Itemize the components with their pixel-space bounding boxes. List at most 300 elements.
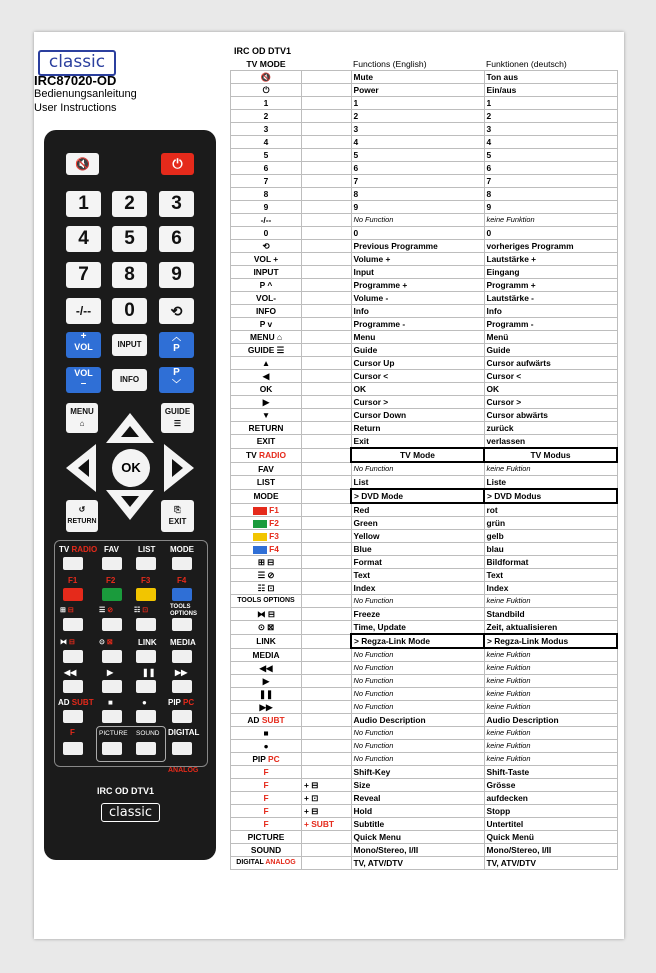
row-key-cell: ⏻ xyxy=(231,84,302,97)
table-row xyxy=(231,831,618,844)
remote-model-label: IRC OD DTV1 xyxy=(97,786,155,796)
row-english-cell: > Regza-Link Mode xyxy=(351,634,484,648)
stop-button[interactable] xyxy=(102,710,122,723)
row-shift-cell xyxy=(302,279,352,292)
row-german-cell: Cursor > xyxy=(484,396,617,409)
text-icon: ☰ ⊘ xyxy=(99,607,114,614)
row-german-cell: 0 xyxy=(484,227,617,240)
row-english-cell: Format xyxy=(351,556,484,569)
row-english-cell: 3 xyxy=(351,123,484,136)
row-german-cell: 5 xyxy=(484,149,617,162)
row-english-cell: 4 xyxy=(351,136,484,149)
yellow-f3-button[interactable] xyxy=(136,588,156,601)
row-key-cell: AD SUBT xyxy=(231,714,302,727)
table-row xyxy=(231,688,618,701)
row-german-cell: Untertitel xyxy=(484,818,617,831)
row-key-cell: INPUT xyxy=(231,266,302,279)
row-key-cell: ▶ xyxy=(231,675,302,688)
record-button[interactable] xyxy=(136,710,156,723)
row-german-cell: > DVD Modus xyxy=(484,489,617,503)
row-german-cell: Ein/aus xyxy=(484,84,617,97)
row-english-cell: No Function xyxy=(351,688,484,701)
row-key-cell: OK xyxy=(231,383,302,396)
row-english-cell: Blue xyxy=(351,543,484,556)
row-english-cell: 7 xyxy=(351,175,484,188)
table-row xyxy=(231,766,618,779)
function-table xyxy=(230,58,618,870)
cursor-down-arrow-icon xyxy=(121,496,139,507)
row-german-cell: aufdecken xyxy=(484,792,617,805)
row-shift-cell xyxy=(302,701,352,714)
row-english-cell: Subtitle xyxy=(351,818,484,831)
row-german-cell: Programm - xyxy=(484,318,617,331)
row-german-cell: Grösse xyxy=(484,779,617,792)
fast-forward-icon: ▶▶ xyxy=(175,668,188,677)
row-shift-cell xyxy=(302,292,352,305)
row-key-cell: ▶▶ xyxy=(231,701,302,714)
picture-button[interactable] xyxy=(102,742,122,755)
row-english-cell: No Function xyxy=(351,740,484,753)
previous-programme-button[interactable]: ⟲ xyxy=(159,298,194,324)
row-key-cell: ◀ xyxy=(231,370,302,383)
row-key-cell: MENU ⌂ xyxy=(231,331,302,344)
row-key-cell: PIP PC xyxy=(231,753,302,766)
format-button[interactable] xyxy=(63,618,83,631)
tools-options-button[interactable] xyxy=(172,618,192,631)
row-german-cell: Text xyxy=(484,569,617,582)
row-german-cell: Lautstärke - xyxy=(484,292,617,305)
row-german-cell: 7 xyxy=(484,175,617,188)
row-english-cell: Quick Menu xyxy=(351,831,484,844)
row-key-cell: FAV xyxy=(231,462,302,476)
row-german-cell: Index xyxy=(484,582,617,595)
table-row xyxy=(231,253,618,266)
row-shift-cell xyxy=(302,110,352,123)
row-key-cell: P ^ xyxy=(231,279,302,292)
row-key-cell: ⟲ xyxy=(231,240,302,253)
color-swatch-icon xyxy=(253,546,267,554)
pause-icon: ❚❚ xyxy=(142,668,156,677)
guide-button[interactable] xyxy=(161,403,194,433)
row-shift-cell xyxy=(302,648,352,662)
volume-down-label: VOL xyxy=(74,368,93,378)
cursor-right-arrow-icon xyxy=(172,459,183,477)
row-key-cell: 1 xyxy=(231,97,302,110)
table-row xyxy=(231,201,618,214)
volume-down-button[interactable]: VOL – xyxy=(66,367,101,393)
row-key-cell: ⊞ ⊟ xyxy=(231,556,302,569)
table-row xyxy=(231,162,618,175)
row-english-cell: Hold xyxy=(351,805,484,818)
table-row xyxy=(231,110,618,123)
row-shift-cell xyxy=(302,188,352,201)
row-english-cell: Audio Description xyxy=(351,714,484,727)
link-label: LINK xyxy=(138,638,157,647)
row-german-cell: Lautstärke + xyxy=(484,253,617,266)
play-button[interactable] xyxy=(102,680,122,693)
row-german-cell: keine Fuktion xyxy=(484,662,617,675)
return-button[interactable] xyxy=(66,500,98,532)
row-key-cell: 9 xyxy=(231,201,302,214)
row-german-cell: Stopp xyxy=(484,805,617,818)
table-row xyxy=(231,701,618,714)
row-german-cell: vorheriges Programm xyxy=(484,240,617,253)
row-german-cell: TV Modus xyxy=(484,448,617,462)
row-key-cell: MODE xyxy=(231,489,302,503)
row-shift-cell xyxy=(302,266,352,279)
row-english-cell: Red xyxy=(351,503,484,517)
row-shift-cell xyxy=(302,595,352,608)
row-key-cell: F xyxy=(231,818,302,831)
dash-button[interactable]: -/-- xyxy=(66,298,101,324)
pause-button[interactable] xyxy=(136,680,156,693)
digital-label: DIGITAL xyxy=(168,728,200,737)
row-english-cell: Index xyxy=(351,582,484,595)
row-english-cell: 2 xyxy=(351,110,484,123)
table-row xyxy=(231,595,618,608)
row-key-cell: ☰ ⊘ xyxy=(231,569,302,582)
row-german-cell: blau xyxy=(484,543,617,556)
row-shift-cell xyxy=(302,662,352,675)
row-shift-cell xyxy=(302,214,352,227)
row-shift-cell xyxy=(302,331,352,344)
time-update-icon: ⊙ ⊠ xyxy=(99,639,113,646)
fav-label: FAV xyxy=(104,545,119,554)
shift-header xyxy=(302,58,352,71)
row-shift-cell xyxy=(302,227,352,240)
row-shift-cell xyxy=(302,123,352,136)
power-button[interactable]: ⏻ xyxy=(161,153,194,175)
table-row xyxy=(231,149,618,162)
cursor-up-arrow-icon xyxy=(121,426,139,437)
tv-radio-label: TV RADIO xyxy=(59,545,98,554)
table-row xyxy=(231,383,618,396)
index-icon: ☷ ⊡ xyxy=(134,607,149,614)
row-german-cell: keine Fuktion xyxy=(484,740,617,753)
row-shift-cell xyxy=(302,136,352,149)
row-german-cell: Cursor abwärts xyxy=(484,409,617,422)
ok-button[interactable]: OK xyxy=(112,449,150,487)
pip-pc-label: PIP PC xyxy=(168,698,195,707)
table-row xyxy=(231,422,618,435)
table-row xyxy=(231,344,618,357)
table-row xyxy=(231,370,618,383)
row-english-cell: Freeze xyxy=(351,608,484,621)
row-shift-cell xyxy=(302,201,352,214)
row-german-cell: 4 xyxy=(484,136,617,149)
row-english-cell: Programme + xyxy=(351,279,484,292)
row-shift-cell xyxy=(302,383,352,396)
row-english-cell: Info xyxy=(351,305,484,318)
row-english-cell: Menu xyxy=(351,331,484,344)
row-key-cell: F xyxy=(231,779,302,792)
row-key-cell: ■ xyxy=(231,727,302,740)
programme-up-button[interactable]: ︿ P xyxy=(159,332,194,358)
table-title: IRC OD DTV1 xyxy=(234,46,292,56)
table-row xyxy=(231,71,618,84)
row-english-cell: Time, Update xyxy=(351,621,484,635)
digit-2-button[interactable]: 2 xyxy=(112,191,147,217)
table-row xyxy=(231,227,618,240)
volume-up-label: VOL xyxy=(74,342,93,352)
row-german-cell: keine Funktion xyxy=(484,214,617,227)
table-row xyxy=(231,740,618,753)
row-german-cell: Mono/Stereo, I/II xyxy=(484,844,617,857)
row-german-cell: keine Fuktion xyxy=(484,595,617,608)
table-row xyxy=(231,214,618,227)
table-row xyxy=(231,662,618,675)
row-key-cell: P v xyxy=(231,318,302,331)
media-button[interactable] xyxy=(172,650,192,663)
row-german-cell: 9 xyxy=(484,201,617,214)
row-german-cell: keine Fuktion xyxy=(484,688,617,701)
table-row xyxy=(231,188,618,201)
table-row xyxy=(231,648,618,662)
row-german-cell: 3 xyxy=(484,123,617,136)
table-row xyxy=(231,727,618,740)
digit-9-button[interactable]: 9 xyxy=(159,262,194,288)
table-row xyxy=(231,621,618,635)
row-english-cell: Yellow xyxy=(351,530,484,543)
row-german-cell: 6 xyxy=(484,162,617,175)
row-shift-cell xyxy=(302,714,352,727)
table-row xyxy=(231,489,618,503)
row-shift-cell xyxy=(302,727,352,740)
f4-label: F4 xyxy=(177,576,187,585)
fav-button[interactable] xyxy=(102,557,122,570)
table-row xyxy=(231,266,618,279)
row-key-cell: ☷ ⊡ xyxy=(231,582,302,595)
row-english-cell: Guide xyxy=(351,344,484,357)
row-english-cell: Text xyxy=(351,569,484,582)
row-english-cell: No Function xyxy=(351,214,484,227)
picture-label: PICTURE xyxy=(99,730,128,737)
row-shift-cell: + ⊡ xyxy=(302,792,352,805)
row-english-cell: Mute xyxy=(351,71,484,84)
green-f2-button[interactable] xyxy=(102,588,122,601)
row-shift-cell xyxy=(302,517,352,530)
pip-pc-button[interactable] xyxy=(172,710,192,723)
table-row xyxy=(231,675,618,688)
row-english-cell: Size xyxy=(351,779,484,792)
row-key-cell: TOOLS OPTIONS xyxy=(231,595,302,608)
row-key-cell: INFO xyxy=(231,305,302,318)
sound-label: SOUND xyxy=(136,730,160,737)
row-key-cell: -/-- xyxy=(231,214,302,227)
analog-label: ANALOG xyxy=(168,767,199,774)
row-english-cell: Cursor > xyxy=(351,396,484,409)
info-button[interactable]: INFO xyxy=(112,369,147,391)
digit-6-button[interactable]: 6 xyxy=(159,226,194,252)
row-german-cell: Bildformat xyxy=(484,556,617,569)
tv-mode-header: TV MODE xyxy=(246,59,286,69)
row-shift-cell xyxy=(302,97,352,110)
programme-up-label: P xyxy=(173,343,180,354)
row-shift-cell xyxy=(302,831,352,844)
programme-down-button[interactable]: P ﹀ xyxy=(159,367,194,393)
table-row xyxy=(231,136,618,149)
digit-3-button[interactable]: 3 xyxy=(159,191,194,217)
table-row xyxy=(231,476,618,490)
row-german-cell: Cursor aufwärts xyxy=(484,357,617,370)
row-shift-cell xyxy=(302,149,352,162)
row-shift-cell xyxy=(302,409,352,422)
menu-button[interactable] xyxy=(66,403,98,433)
table-row xyxy=(231,357,618,370)
table-row xyxy=(231,517,618,530)
digital-analog-button[interactable] xyxy=(172,742,192,755)
row-shift-cell xyxy=(302,844,352,857)
row-shift-cell xyxy=(302,240,352,253)
row-german-cell: Eingang xyxy=(484,266,617,279)
row-german-cell: Programm + xyxy=(484,279,617,292)
row-english-cell: Power xyxy=(351,84,484,97)
table-row xyxy=(231,305,618,318)
table-row xyxy=(231,556,618,569)
return-icon: ↺ xyxy=(78,505,86,514)
row-english-cell: Cursor < xyxy=(351,370,484,383)
row-shift-cell xyxy=(302,556,352,569)
row-english-cell: No Function xyxy=(351,675,484,688)
row-key-cell: ▲ xyxy=(231,357,302,370)
row-key-cell: F xyxy=(231,766,302,779)
digit-8-button[interactable]: 8 xyxy=(112,262,147,288)
menu-label: MENU xyxy=(70,407,94,416)
blue-f4-button[interactable] xyxy=(172,588,192,601)
row-shift-cell xyxy=(302,84,352,97)
table-row xyxy=(231,462,618,476)
row-english-cell: Cursor Up xyxy=(351,357,484,370)
list-button[interactable] xyxy=(136,557,156,570)
mute-button[interactable]: 🔇 xyxy=(66,153,99,175)
record-icon: ● xyxy=(142,698,147,707)
table-row xyxy=(231,543,618,556)
time-update-button[interactable] xyxy=(102,650,122,663)
table-row xyxy=(231,448,618,462)
table-row xyxy=(231,123,618,136)
row-key-cell: 2 xyxy=(231,110,302,123)
digit-5-button[interactable]: 5 xyxy=(112,226,147,252)
link-button[interactable] xyxy=(136,650,156,663)
row-shift-cell xyxy=(302,530,352,543)
format-icon: ⊞ ⊟ xyxy=(60,607,74,614)
sound-button[interactable] xyxy=(136,742,156,755)
guide-icon: ☰ xyxy=(173,419,182,428)
row-key-cell: 3 xyxy=(231,123,302,136)
index-button[interactable] xyxy=(136,618,156,631)
table-row xyxy=(231,608,618,621)
tv-radio-button[interactable] xyxy=(63,557,83,570)
row-key-cell: GUIDE ☰ xyxy=(231,344,302,357)
guide-label: GUIDE xyxy=(164,407,191,416)
table-row xyxy=(231,396,618,409)
row-shift-cell xyxy=(302,766,352,779)
row-english-cell: Return xyxy=(351,422,484,435)
row-english-cell: 0 xyxy=(351,227,484,240)
row-key-cell: LIST xyxy=(231,476,302,490)
row-english-cell: Volume + xyxy=(351,253,484,266)
remote-control xyxy=(44,130,216,860)
row-key-cell: ⊙ ⊠ xyxy=(231,621,302,635)
rewind-button[interactable] xyxy=(63,680,83,693)
row-english-cell: No Function xyxy=(351,462,484,476)
exit-button[interactable] xyxy=(161,500,194,532)
subtitle-en: User Instructions xyxy=(34,102,117,114)
table-row xyxy=(231,409,618,422)
row-german-cell: rot xyxy=(484,503,617,517)
row-german-cell: Menü xyxy=(484,331,617,344)
row-german-cell: TV, ATV/DTV xyxy=(484,857,617,870)
row-shift-cell xyxy=(302,489,352,503)
table-row xyxy=(231,175,618,188)
row-shift-cell xyxy=(302,462,352,476)
row-key-cell: ◀◀ xyxy=(231,662,302,675)
row-german-cell: Quick Menü xyxy=(484,831,617,844)
table-row xyxy=(231,97,618,110)
row-english-cell: Programme - xyxy=(351,318,484,331)
text-button[interactable] xyxy=(102,618,122,631)
input-button[interactable]: INPUT xyxy=(112,334,147,356)
mode-button[interactable] xyxy=(172,557,192,570)
digit-4-button[interactable]: 4 xyxy=(66,226,101,252)
f3-label: F3 xyxy=(141,576,151,585)
exit-label: EXIT xyxy=(168,517,187,526)
table-row xyxy=(231,318,618,331)
row-shift-cell xyxy=(302,569,352,582)
row-shift-cell: + ⊟ xyxy=(302,779,352,792)
row-german-cell: Cursor < xyxy=(484,370,617,383)
row-key-cell: DIGITAL ANALOG xyxy=(231,857,302,870)
digit-1-button[interactable]: 1 xyxy=(66,191,101,217)
table-row xyxy=(231,503,618,517)
freeze-button[interactable] xyxy=(63,650,83,663)
ad-subt-button[interactable] xyxy=(63,710,83,723)
row-german-cell: zurück xyxy=(484,422,617,435)
row-english-cell: No Function xyxy=(351,727,484,740)
row-german-cell: keine Fuktion xyxy=(484,753,617,766)
fast-forward-button[interactable] xyxy=(172,680,192,693)
row-shift-cell xyxy=(302,175,352,188)
table-row xyxy=(231,634,618,648)
red-f1-button[interactable] xyxy=(63,588,83,601)
row-key-cell: 🔇 xyxy=(231,71,302,84)
row-german-cell: 2 xyxy=(484,110,617,123)
row-german-cell: keine Fuktion xyxy=(484,675,617,688)
table-row xyxy=(231,530,618,543)
row-key-cell: 7 xyxy=(231,175,302,188)
color-swatch-icon xyxy=(253,520,267,528)
row-shift-cell xyxy=(302,740,352,753)
row-english-cell: Volume - xyxy=(351,292,484,305)
row-key-cell: VOL- xyxy=(231,292,302,305)
table-row xyxy=(231,435,618,449)
row-shift-cell: + ⊟ xyxy=(302,805,352,818)
color-swatch-icon xyxy=(253,533,267,541)
digit-0-button[interactable]: 0 xyxy=(112,298,147,324)
row-key-cell: TV RADIO xyxy=(231,448,302,462)
row-german-cell: keine Fuktion xyxy=(484,701,617,714)
f-shift-button[interactable] xyxy=(63,742,83,755)
digit-7-button[interactable]: 7 xyxy=(66,262,101,288)
row-shift-cell xyxy=(302,476,352,490)
row-german-cell: Info xyxy=(484,305,617,318)
row-english-cell: No Function xyxy=(351,648,484,662)
volume-up-button[interactable]: + VOL xyxy=(66,332,101,358)
row-shift-cell xyxy=(302,305,352,318)
play-icon: ▶ xyxy=(107,668,114,677)
table-row xyxy=(231,792,618,805)
row-english-cell: No Function xyxy=(351,701,484,714)
